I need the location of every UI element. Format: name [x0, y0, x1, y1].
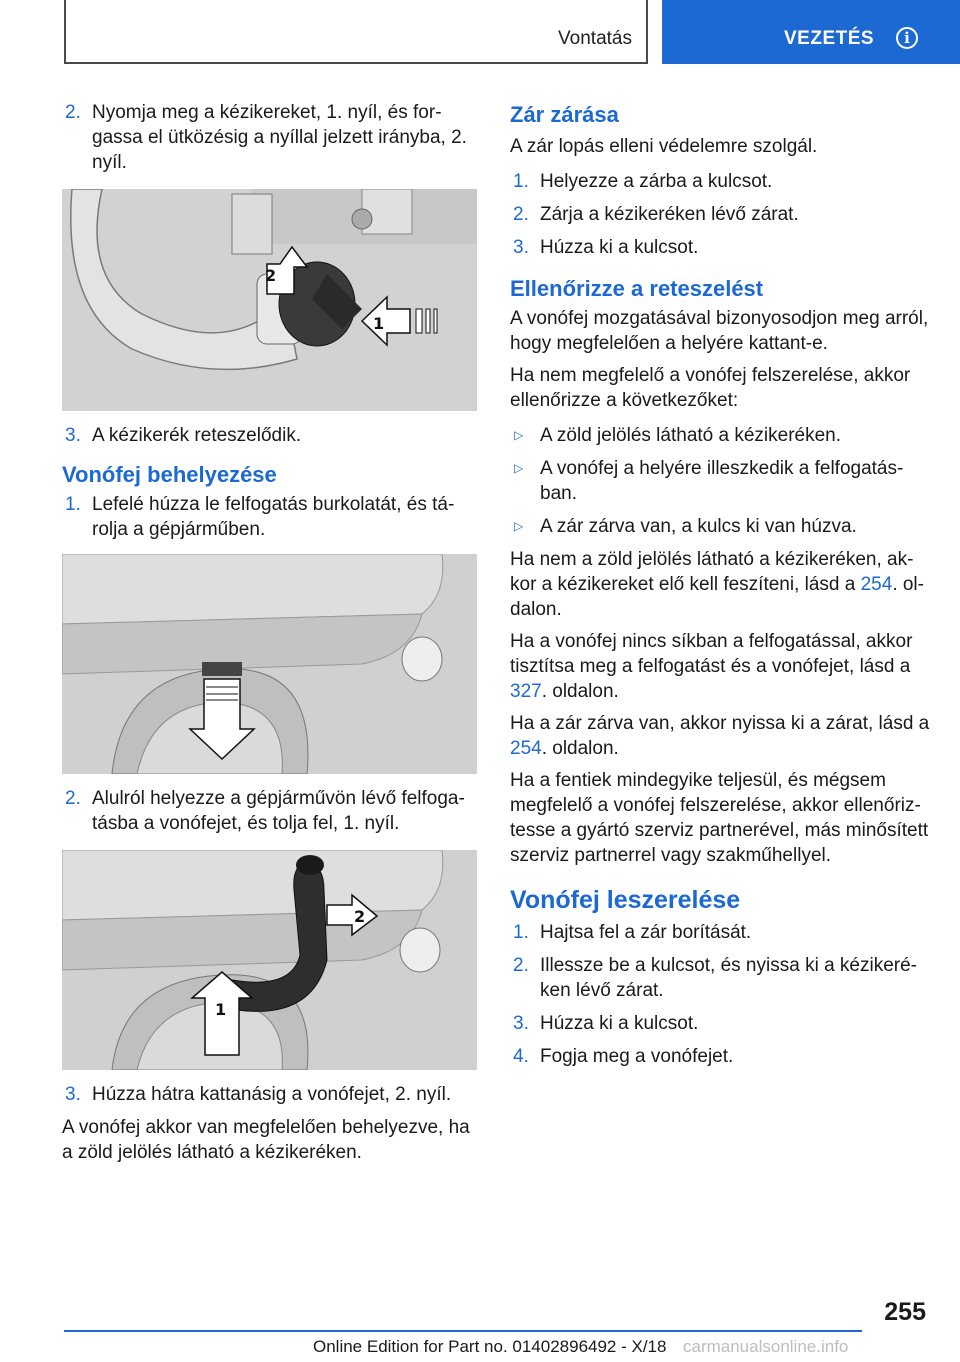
bullet-text: A zöld jelölés látható a kézikeréken.: [540, 425, 842, 446]
step-text: Nyomja meg a kézikereket, 1. nyíl, és forgassa el ütközésig a nyíllal jelzett irányba, 2. nyíl.: [92, 102, 467, 173]
bumper-cover-illustration: [62, 554, 477, 774]
step-number: 1.: [65, 494, 81, 515]
list-item: [62, 100, 477, 175]
page-link[interactable]: 254: [510, 738, 542, 759]
figure-insert-tow-head: [62, 850, 477, 1070]
check-paragraph: Ha a fentiek mindegyike teljesül, és mégsem megfelelő a vonófej felszerelése, akkor ellenőriztesse a gyártó szerviz partnerével, más minősített szerviz partnerrel vagy szakműhellyel.: [510, 770, 929, 866]
section-heading: Vonófej behelyezése: [62, 462, 277, 487]
page-link[interactable]: 327: [510, 681, 542, 702]
step-text: Húzza hátra kattanásig a vonófejet, 2. nyíl.: [92, 1084, 452, 1105]
list-item: [510, 202, 930, 227]
bullet-text: A vonófej a helyére illeszkedik a felfogatásban.: [540, 458, 904, 504]
bullet-triangle-icon: ▷: [514, 428, 524, 442]
list-item: [510, 920, 930, 945]
header-section-tab[interactable]: [662, 0, 960, 64]
info-icon[interactable]: i: [896, 27, 918, 49]
lock-intro: A zár lopás elleni védelemre szolgál.: [510, 136, 818, 157]
figure-hand-wheel: [62, 189, 477, 411]
left-column: [62, 100, 477, 1172]
step-text: Húzza ki a kulcsot.: [540, 1013, 699, 1034]
check-heading: Ellenőrizze a reteszelést: [510, 276, 764, 301]
header-chapter-box: [64, 0, 648, 64]
bullet-item: [510, 514, 930, 539]
figure-cover-removal: [62, 554, 477, 774]
bullet-text: A zár zárva van, a kulcs ki van húzva.: [540, 516, 857, 537]
step-text: A kézikerék reteszelődik.: [92, 425, 302, 446]
step-number: 2.: [65, 788, 81, 809]
step-number: 1.: [513, 171, 529, 192]
figure-label: 2: [354, 907, 366, 926]
text-run: . oldalon.: [541, 738, 619, 759]
step-text: Hajtsa fel a zár borítását.: [540, 922, 752, 943]
remove-heading: Vonófej leszerelése: [510, 886, 741, 914]
list-item: [510, 1044, 930, 1069]
step-number: 2.: [513, 955, 529, 976]
step-text: Alulról helyezze a gépjárművön lévő felfogatásba a vonófejet, és tolja fel, 1. nyíl.: [92, 788, 465, 834]
step-text: Helyezze a zárba a kulcsot.: [540, 171, 773, 192]
list-item: [510, 953, 930, 1003]
step-number: 3.: [513, 1013, 529, 1034]
check-paragraph: [510, 711, 930, 761]
step-text: Lefelé húzza le felfogatás burkolatát, és tárolja a gépjárműben.: [92, 494, 455, 540]
text-run: . oldalon.: [541, 681, 619, 702]
step-text: Zárja a kézikeréken lévő zárat.: [540, 204, 799, 225]
check-paragraph: [510, 547, 930, 622]
hand-wheel-illustration: [62, 189, 477, 411]
right-column: [510, 100, 930, 1077]
chapter-title: Vontatás: [558, 28, 632, 49]
step-number: 3.: [513, 237, 529, 258]
step-text: Fogja meg a vonófejet.: [540, 1046, 734, 1067]
check-paragraph: A vonófej mozgatásával bizonyosodjon meg arról, hogy megfelelően a helyére kattant-e.: [510, 308, 929, 354]
step-number: 2.: [65, 102, 81, 123]
bullet-item: [510, 456, 930, 506]
section-title: VEZETÉS: [784, 28, 875, 49]
step-text: Illessze be a kulcsot, és nyissa ki a kézikeréken lévő zárat.: [540, 955, 917, 1001]
text-run: Ha a vonófej nincs síkban a felfogatással, akkor tisztítsa meg a felfogatást és a vonófejet, lásd a: [510, 631, 913, 677]
text-run: Ha a zár zárva van, akkor nyissa ki a zárat, lásd a: [510, 713, 930, 734]
text-run: Ha nem a zöld jelölés látható a kézikeréken, akkor a kézikereket elő kell feszíteni, lásd a: [510, 549, 914, 595]
step-number: 3.: [65, 425, 81, 446]
tow-head-illustration: [62, 850, 477, 1070]
bullet-triangle-icon: ▷: [514, 519, 524, 533]
page-number: 255: [884, 1298, 926, 1326]
closing-paragraph: A vonófej akkor van megfelelően behelyezve, ha a zöld jelölés látható a kézikeréken.: [62, 1117, 470, 1163]
step-number: 4.: [513, 1046, 529, 1067]
bullet-item: [510, 423, 930, 448]
figure-label: 2: [265, 266, 277, 285]
figure-label: 1: [373, 314, 385, 333]
list-item: [510, 169, 930, 194]
step-number: 1.: [513, 922, 529, 943]
list-item: [62, 1082, 477, 1107]
page-link[interactable]: 254: [860, 574, 893, 595]
bullet-triangle-icon: ▷: [514, 461, 524, 475]
step-text: Húzza ki a kulcsot.: [540, 237, 699, 258]
lock-heading: Zár zárása: [510, 102, 619, 127]
list-item: [62, 423, 477, 448]
list-item: [510, 235, 930, 260]
footer-divider: [64, 1330, 862, 1332]
step-number: 2.: [513, 204, 529, 225]
list-item: [62, 786, 477, 836]
step-number: 3.: [65, 1084, 81, 1105]
check-paragraph: Ha nem megfelelő a vonófej felszerelése, akkor ellenőrizze a következőket:: [510, 365, 911, 411]
text-run: . oldalon.: [510, 574, 924, 620]
footer-edition: Online Edition for Part no. 01402896492 - X/18: [313, 1337, 667, 1356]
list-item: [510, 1011, 930, 1036]
check-paragraph: [510, 629, 930, 704]
watermark: carmanualsonline.info: [683, 1337, 849, 1356]
figure-label: 1: [215, 1000, 227, 1019]
list-item: [62, 492, 477, 542]
